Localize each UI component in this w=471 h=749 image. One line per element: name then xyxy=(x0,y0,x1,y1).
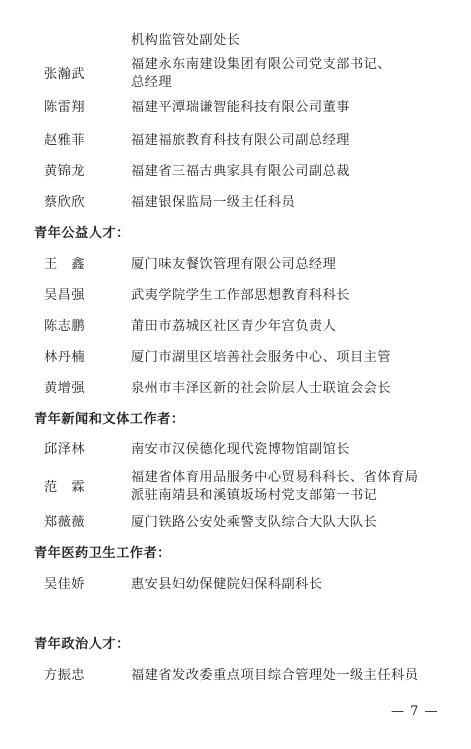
entry-name: 邱泽林 xyxy=(44,442,86,457)
entry-name: 吴昌强 xyxy=(44,288,86,303)
title-line: 派驻南靖县和溪镇坂场村党支部第一书记 xyxy=(131,488,378,503)
entry-title xyxy=(131,380,431,398)
title-line: 福建省发改委重点项目综合管理处一级主任科员 xyxy=(131,668,419,683)
title-line: 泉州市丰泽区新的社会阶层人士联谊会会长 xyxy=(131,381,392,396)
entry-title xyxy=(131,256,431,274)
title-line: 福建平潭瑞谦智能科技有限公司董事 xyxy=(131,100,350,115)
entry-name: 王 鑫 xyxy=(44,257,86,272)
entry-title xyxy=(131,576,431,594)
section-heading-news-culture: 青年新闻和文体工作者： xyxy=(34,412,185,427)
entry-name: 方振忠 xyxy=(44,668,86,683)
entry-name: 郑薇薇 xyxy=(44,515,86,530)
section-heading-medical: 青年医药卫生工作者： xyxy=(34,546,171,561)
title-line: 厦门铁路公安处乘警支队综合大队大队长 xyxy=(131,515,378,530)
title-line: 福建永东南建设集团有限公司党支部书记、 xyxy=(131,57,392,72)
entry-name: 范 霖 xyxy=(44,480,86,495)
title-line: 武夷学院学生工作部思想教育科科长 xyxy=(131,288,350,303)
entry-title xyxy=(131,318,431,336)
entry-name: 黄增强 xyxy=(44,381,86,396)
title-line: 总经理 xyxy=(131,75,173,90)
title-line: 福建银保监局一级主任科员 xyxy=(131,195,296,210)
entry-name: 陈志鹏 xyxy=(44,319,86,334)
entry-title xyxy=(131,349,431,367)
title-line: 南安市汉侯德化现代瓷博物馆副馆长 xyxy=(131,442,350,457)
entry-name: 陈雷翔 xyxy=(44,100,86,115)
entry-title xyxy=(131,287,431,305)
entry-title xyxy=(131,32,431,50)
section-heading-politics: 青年政治人才： xyxy=(34,637,130,652)
title-line: 惠安县妇幼保健院妇保科副科长 xyxy=(131,577,323,592)
title-line: 机构监管处副处长 xyxy=(131,33,241,48)
entry-name: 蔡欣欣 xyxy=(44,195,86,210)
entry-title xyxy=(131,514,431,532)
title-line: 厦门市湖里区培善社会服务中心、项目主管 xyxy=(131,350,392,365)
title-line: 厦门味友餐饮管理有限公司总经理 xyxy=(131,257,337,272)
entry-name: 张瀚武 xyxy=(44,67,86,82)
entry-title xyxy=(131,194,431,212)
title-line: 福建省三福古典家具有限公司副总裁 xyxy=(131,164,350,179)
entry-title xyxy=(131,667,431,685)
entry-name: 赵雅菲 xyxy=(44,133,86,148)
entry-title xyxy=(131,56,431,92)
page-number: — 7 — xyxy=(391,704,439,719)
entry-name: 黄锦龙 xyxy=(44,164,86,179)
title-line: 莆田市荔城区社区青少年宫负责人 xyxy=(131,319,337,334)
entry-title xyxy=(131,469,431,505)
entry-title xyxy=(131,132,431,150)
entry-title xyxy=(131,441,431,459)
entry-name: 林丹楠 xyxy=(44,350,86,365)
entry-title xyxy=(131,99,431,117)
entry-name: 吴佳娇 xyxy=(44,577,86,592)
section-heading-public-welfare: 青年公益人才： xyxy=(34,226,130,241)
title-line: 福建福旅教育科技有限公司副总经理 xyxy=(131,133,350,148)
title-line: 福建省体育用品服务中心贸易科科长、省体育局 xyxy=(131,470,419,485)
entry-title xyxy=(131,163,431,181)
